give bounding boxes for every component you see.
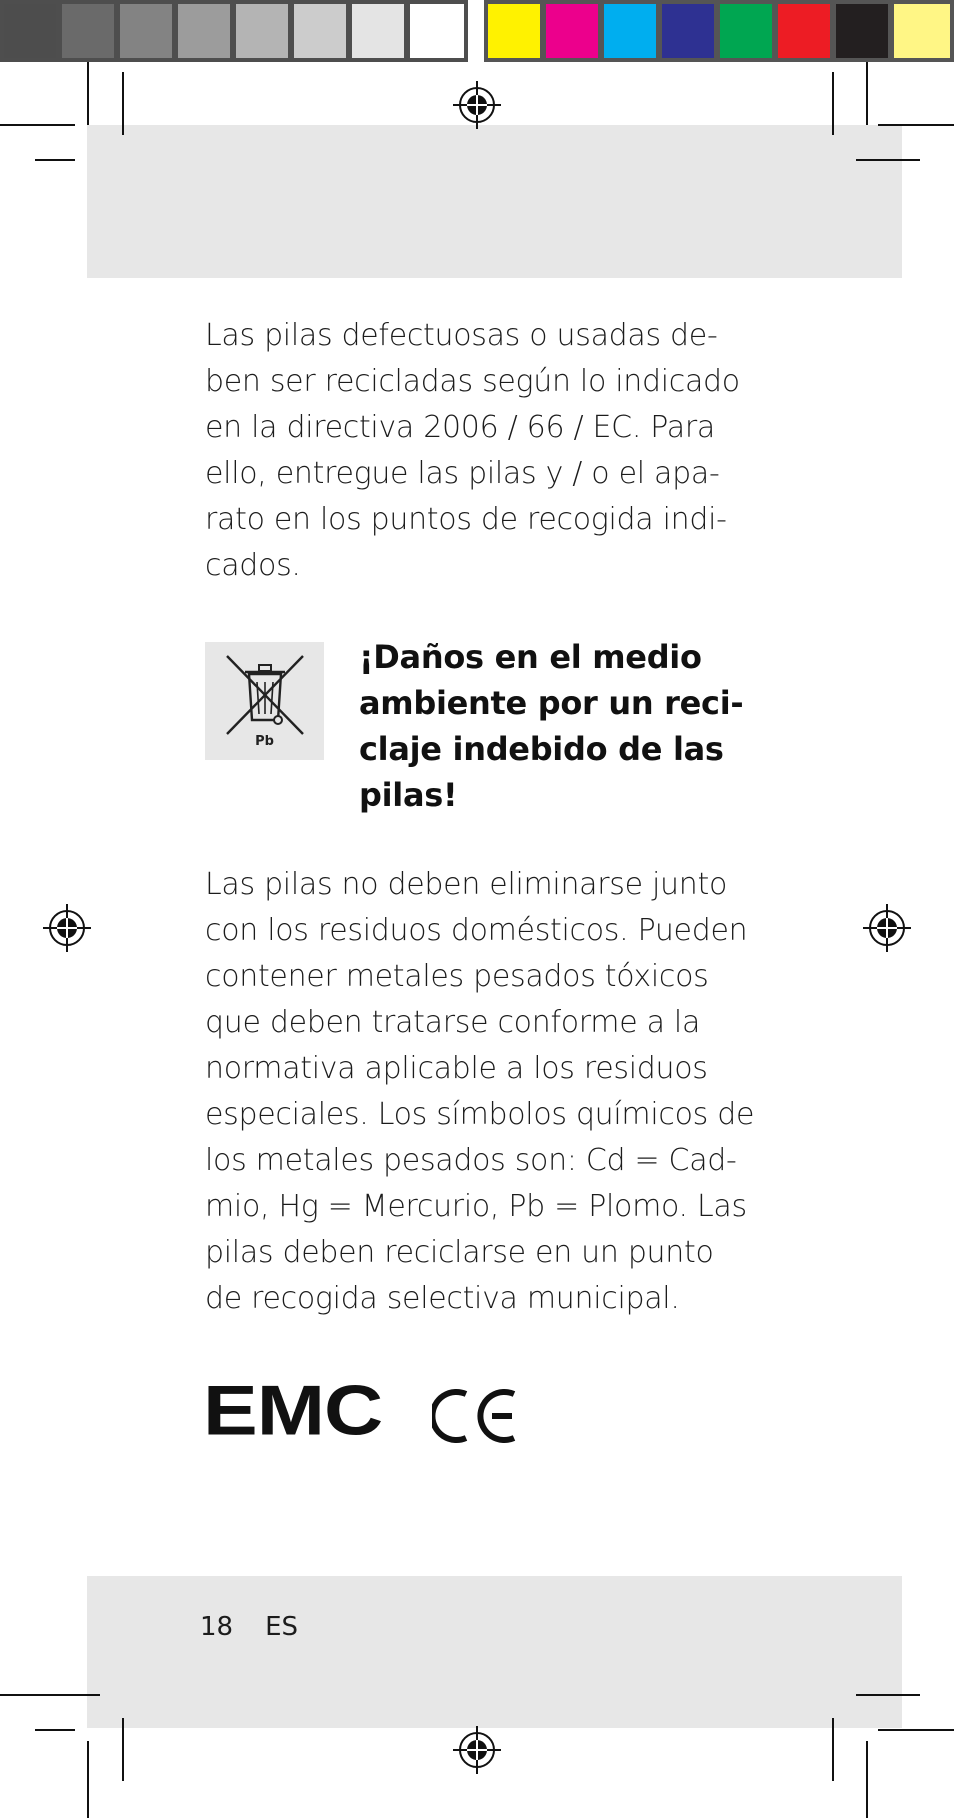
text-line: mio, Hg = Mercurio, Pb = Plomo. Las	[205, 1189, 747, 1224]
grey-swatch	[58, 0, 118, 62]
text-line: rato en los puntos de recogida indi-	[205, 502, 727, 537]
text-line: Las pilas no deben eliminarse junto	[205, 867, 728, 902]
crop-mark	[35, 159, 75, 161]
page-footer	[200, 1607, 298, 1647]
warning-heading	[359, 634, 759, 818]
crop-mark	[35, 1729, 75, 1731]
grey-swatch	[0, 0, 60, 62]
registration-mark-icon	[42, 903, 92, 953]
crop-mark	[866, 1741, 868, 1818]
crop-mark	[832, 72, 834, 135]
icon-label: Pb	[255, 734, 274, 749]
text-line: normativa aplicable a los residuos	[205, 1051, 708, 1086]
grey-swatch	[406, 0, 468, 62]
text-line: que deben tratarse conforme a la	[205, 1005, 701, 1040]
text-line: especiales. Los símbolos químicos de	[205, 1097, 755, 1132]
grey-swatch	[116, 0, 176, 62]
grey-swatch	[232, 0, 292, 62]
color-swatch	[484, 0, 544, 62]
text-line: en la directiva 2006 / 66 / EC. Para	[205, 410, 715, 445]
text-line: ello, entregue las pilas y / o el apa-	[205, 456, 720, 491]
ce-mark-icon	[432, 1388, 518, 1444]
header-band	[87, 125, 902, 278]
crop-mark	[0, 1694, 100, 1696]
page-number: 18	[200, 1612, 234, 1642]
color-swatch	[658, 0, 718, 62]
color-swatch	[832, 0, 892, 62]
color-swatch	[542, 0, 602, 62]
crop-mark	[87, 1741, 89, 1818]
emc-logo: EMC	[203, 1371, 383, 1450]
color-swatch	[774, 0, 834, 62]
color-calibration-bar	[0, 0, 954, 62]
crop-mark	[0, 124, 75, 126]
text-line: contener metales pesados tóxicos	[205, 959, 709, 994]
registration-mark-icon	[452, 1725, 502, 1775]
heading-line: claje indebido de las	[359, 730, 724, 768]
crop-mark	[122, 72, 124, 135]
heading-line: ambiente por un reci-	[359, 684, 744, 722]
heading-line: ¡Daños en el medio	[359, 638, 702, 676]
text-line: con los residuos domésticos. Pueden	[205, 913, 748, 948]
grey-swatch	[174, 0, 234, 62]
footer-band	[87, 1576, 902, 1728]
registration-mark-icon	[862, 903, 912, 953]
text-line: ben ser recicladas según lo indicado	[205, 364, 740, 399]
text-line: pilas deben reciclarse en un punto	[205, 1235, 714, 1270]
text-line: cados.	[205, 548, 301, 583]
color-swatch	[600, 0, 660, 62]
disposal-paragraph	[205, 313, 745, 589]
crop-mark	[856, 1694, 920, 1696]
crop-mark	[866, 62, 868, 125]
text-line: Las pilas defectuosas o usadas de-	[205, 318, 718, 353]
language-code: ES	[265, 1612, 299, 1642]
crop-mark	[87, 62, 89, 125]
color-swatch	[890, 0, 954, 62]
crop-mark	[122, 1718, 124, 1781]
grey-swatch	[348, 0, 408, 62]
color-swatch	[716, 0, 776, 62]
text-line: los metales pesados son: Cd = Cad-	[205, 1143, 737, 1178]
warning-symbol-box	[205, 642, 324, 760]
text-line: de recogida selectiva municipal.	[205, 1281, 680, 1316]
crop-mark	[878, 124, 954, 126]
registration-mark-icon	[452, 80, 502, 130]
crop-mark	[878, 1729, 954, 1731]
heading-line: pilas!	[359, 776, 458, 814]
grey-swatch	[290, 0, 350, 62]
crop-mark	[856, 159, 920, 161]
crop-mark	[832, 1718, 834, 1781]
toxic-metals-paragraph	[205, 862, 755, 1322]
